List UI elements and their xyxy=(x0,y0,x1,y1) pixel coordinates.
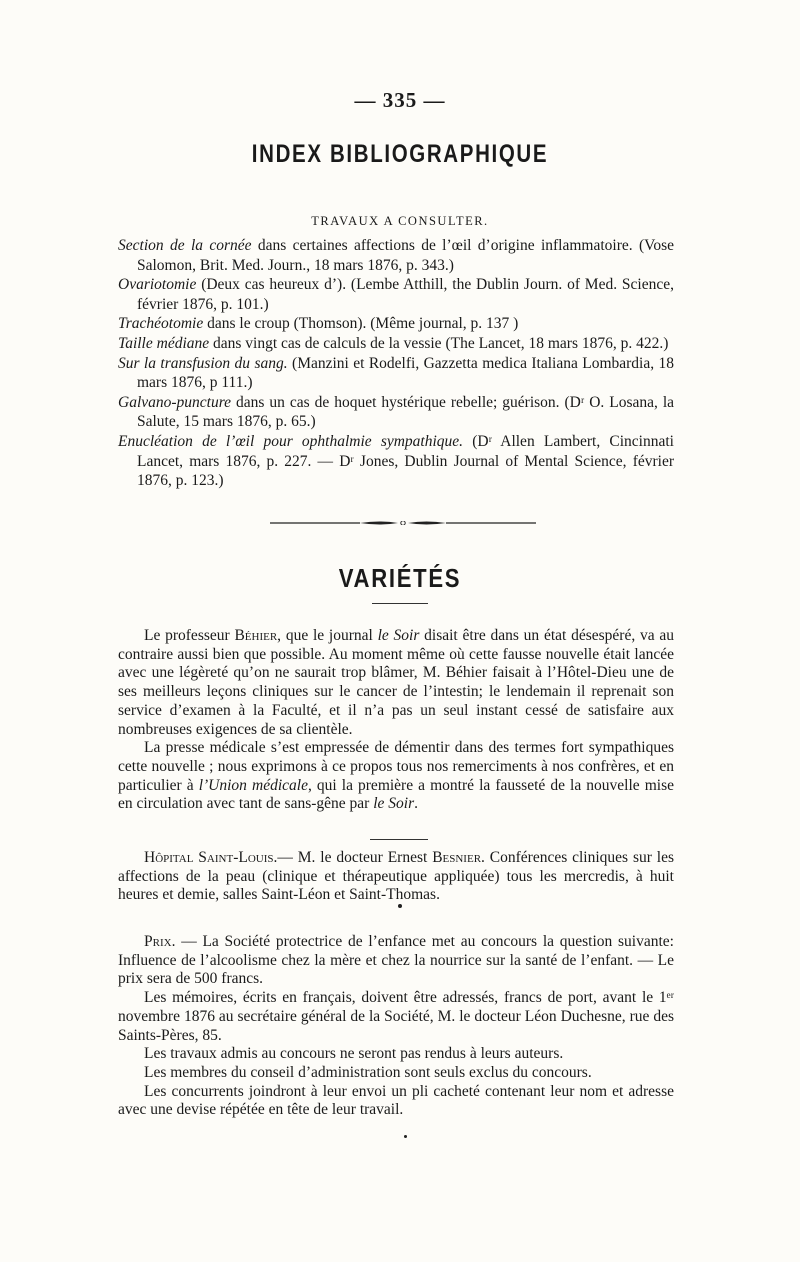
paragraph-heading: Prix. xyxy=(144,933,176,950)
journal-name: l’Union médicale xyxy=(198,776,308,794)
paragraph-travaux: Les travaux admis au concours ne seront pas rendus à leurs auteurs. xyxy=(144,1045,564,1063)
reference-entry xyxy=(118,432,674,491)
text: La presse médicale s’est empressée de démentir dans des termes fort sympathiques cette nouvelle ; nous exprimons à ce propos tous nos remerciments à nos confrères, et en particulier à xyxy=(118,739,674,794)
end-dot xyxy=(404,1135,407,1138)
person-name: Béhier xyxy=(234,627,278,644)
text: — La Société protectrice de l’enfance met au concours la question suivante: Influence de l’alcoolisme chez la mère et chez la nourrice sur la santé de l’enfant. — Le prix sera de 500 francs. xyxy=(118,933,674,988)
journal-name: le Soir xyxy=(377,627,420,644)
reference-title: Taille médiane xyxy=(118,334,210,352)
text: . Conférences cliniques sur les affections de la peau (clinique et thérapeutique appliquée) tous les mercredis, à huit heures et demie, salles Saint-Léon et Saint-Thomas. xyxy=(118,849,675,904)
reference-details: (Deux cas heureux d’). (Lembe Atthill, the Dublin Journ. of Med. Science, février 1876, p. 101.) xyxy=(137,276,674,313)
paragraph-prix xyxy=(118,933,674,989)
title-underline xyxy=(372,603,428,604)
reference-title: Sur la transfusion du sang. xyxy=(118,354,288,372)
text: . xyxy=(414,795,418,813)
reference-details: (Dʳ Allen Lambert, Cincinnati Lancet, mars 1876, p. 227. — Dʳ Jones, Dublin Journal of Mental Science, février 1876, p. 123.) xyxy=(137,432,674,490)
section-title: VARIÉTÉS xyxy=(338,563,462,593)
separator-dot xyxy=(398,904,402,908)
reference-entry xyxy=(118,393,674,432)
paragraph-memoires: Les mémoires, écrits en français, doivent être adressés, francs de port, avant le 1ᵉʳ novembre 1876 au secrétaire général de la Société, M. le docteur Léon Duchesne, rue des Saints-Pères, 85. xyxy=(118,989,674,1044)
reference-entry xyxy=(118,354,674,393)
page-number: — 335 — xyxy=(354,88,446,112)
separator-rule xyxy=(370,839,428,840)
reference-details: dans certaines affections de l’œil d’origine inflammatoire. (Vose Salomon, Brit. Med. Journ., 18 mars 1876, p. 343.) xyxy=(137,237,674,274)
reference-title: Trachéotomie xyxy=(118,315,204,333)
page-title: INDEX BIBLIOGRAPHIQUE xyxy=(251,140,549,168)
reference-details: dans un cas de hoquet hystérique rebelle; guérison. (Dʳ O. Losana, la Salute, 15 mars 1876, p. 65.) xyxy=(137,393,674,431)
reference-entry xyxy=(118,334,674,354)
text: Le professeur xyxy=(144,627,235,644)
reference-title: Ovariotomie xyxy=(118,276,197,294)
reference-list xyxy=(118,236,674,491)
reference-title: Enucléation de l’œil pour ophthalmie sympathique. xyxy=(118,432,464,450)
reference-details: dans le croup (Thomson). (Même journal, p. 137 ) xyxy=(203,315,519,333)
person-name: Besnier xyxy=(432,849,482,866)
reference-entry xyxy=(118,275,674,314)
paragraph-presse xyxy=(118,739,674,814)
text: disait être dans un état désespéré, va au contraire aussi bien que possible. Au moment même où cette fausse nouvelle était lancée avec une légèreté qu’on ne saurait trop blâmer, M. Béhier faisait à l’Hôtel-Dieu une de ses meilleurs leçons cliniques sur le cancer de l’intestin; le lendemain il reprenait son service d’examen à la Faculté, et il n’a pas un seul instant cessé de satisfaire aux nombreuses exigences de sa clientèle. xyxy=(118,627,674,738)
varietes-block-3 xyxy=(118,933,674,1120)
paragraph-behier xyxy=(118,627,674,739)
reference-entry xyxy=(118,314,674,334)
reference-details: (Manzini et Rodelfi, Gazzetta medica Italiana Lombardia, 18 mars 1876, p 111.) xyxy=(137,354,675,392)
reference-title: Section de la cornée xyxy=(118,237,252,254)
section-subheading: TRAVAUX A CONSULTER. xyxy=(311,214,489,228)
reference-title: Galvano-puncture xyxy=(118,393,232,411)
reference-entry xyxy=(118,236,674,275)
text: , que le journal xyxy=(277,627,378,644)
varietes-block-1 xyxy=(118,627,674,814)
text: , qui la première a montré la fausseté de la nouvelle mise en circulation avec tant de sans-gêne par xyxy=(118,776,674,813)
journal-name: le Soir xyxy=(373,795,415,813)
paragraph-concurrents: Les concurrents joindront à leur envoi un pli cacheté contenant leur nom et adresse avec une devise répétée en tête de leur travail. xyxy=(118,1082,674,1119)
paragraph-heading: Hôpital Saint-Louis. xyxy=(144,849,278,866)
paragraph-hopital xyxy=(118,849,674,905)
ornamental-divider xyxy=(270,521,536,525)
paragraph-membres: Les membres du conseil d’administration sont seuls exclus du concours. xyxy=(144,1063,592,1081)
varietes-block-2 xyxy=(118,849,674,905)
reference-details: dans vingt cas de calculs de la vessie (The Lancet, 18 mars 1876, p. 422.) xyxy=(209,334,669,352)
text: — M. le docteur Ernest xyxy=(277,849,433,866)
